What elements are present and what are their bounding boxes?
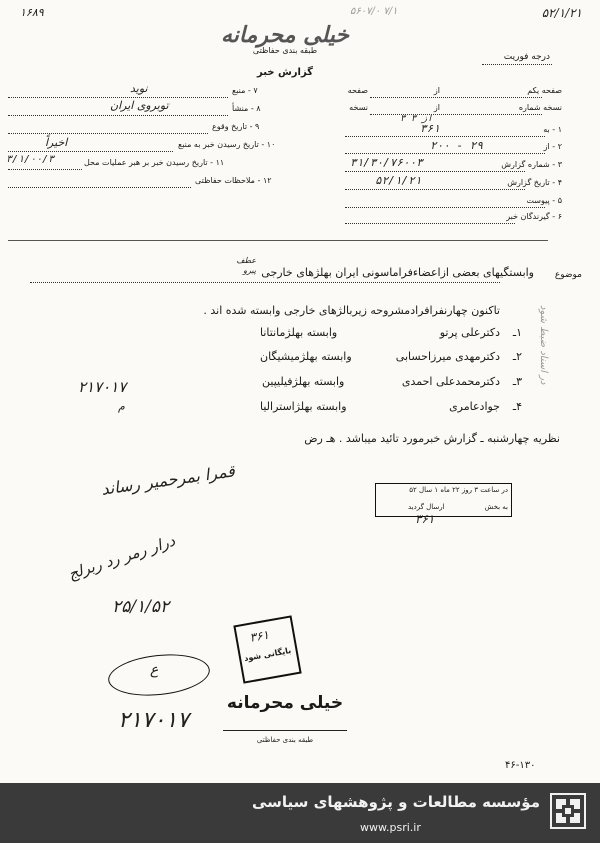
footer-classification-rule bbox=[223, 730, 347, 731]
priority-label: درجه فوریت bbox=[503, 52, 550, 62]
receipt-line3: ارسال گردید bbox=[408, 503, 445, 511]
body-item-name: دکترمهدی میرزاحسابی bbox=[395, 350, 500, 363]
vertical-note: در اسناد ضبط شود bbox=[538, 305, 549, 385]
date-note: ۲۵/۱/۵۲ bbox=[112, 597, 170, 617]
top-left-number: ۱۶۸۹ bbox=[20, 6, 44, 19]
field-report-number-value: ۳۱/۳۰/۷۶۰۰۳ bbox=[350, 156, 423, 169]
field-page-tail: صفحه bbox=[347, 86, 368, 95]
body-item-number: ۴ـ bbox=[512, 400, 522, 413]
watermark-band bbox=[0, 783, 600, 843]
margin-sub-mark: م bbox=[118, 400, 125, 413]
field-copy-tail: نسخه bbox=[349, 103, 368, 112]
field-origin-label: ۸ - منشأ bbox=[232, 104, 261, 113]
receipt-number: ۳۶۱ bbox=[415, 512, 435, 526]
field-report-date-value: ۵۲/۱/۲۱ bbox=[375, 174, 422, 187]
body-item-name: دکترمحمدعلی احمدی bbox=[401, 375, 500, 388]
priority-rule bbox=[482, 64, 552, 65]
field-arrival-ops-value: ۳/۱/۰۰/۳ bbox=[6, 154, 55, 165]
footer-classification-subtitle: طبقه بندی حفاظتی bbox=[256, 736, 314, 744]
subject-text: وابستگیهای بعضی ازاعضاءفراماسونی ایران بهلژهای خارجی bbox=[261, 266, 534, 279]
receipt-line2: به بخش bbox=[484, 503, 508, 511]
field-security-notes-label: ۱۲ - ملاحظات حفاظتی bbox=[195, 176, 272, 185]
field-origin-value: توبروی ایران bbox=[110, 99, 169, 112]
body-item-affiliation: وابسته بهلژمانتانا bbox=[260, 326, 338, 339]
field-copy-mid: از bbox=[433, 103, 440, 112]
body-item-number: ۱ـ bbox=[512, 326, 522, 339]
field-copy-value: ۳ از ۳ bbox=[400, 114, 433, 124]
receipt-stamp bbox=[375, 483, 512, 517]
subject-note: عطف پیرو bbox=[236, 256, 256, 275]
field-report-number-label: ۳ - شماره گزارش bbox=[501, 160, 562, 169]
subject-label: موضوع bbox=[554, 270, 582, 280]
report-type: گزارش خبر bbox=[256, 67, 313, 78]
body-item-name: دکترعلی پرتو bbox=[439, 326, 500, 339]
separator-line bbox=[8, 240, 548, 241]
body-item-affiliation: وابسته بهلژاسترالیا bbox=[260, 400, 347, 413]
field-source-label: ۷ - منبع bbox=[232, 86, 258, 95]
watermark-org-name: مؤسسه مطالعات و پژوهشهای سیاسی bbox=[251, 793, 540, 811]
body-item-name: جوادعامری bbox=[449, 400, 500, 413]
field-from-value: ۲۰۰ - ۲۹ bbox=[430, 139, 483, 152]
body-item-number: ۳ـ bbox=[512, 375, 522, 388]
margin-number: ۲۱۷۰۱۷ bbox=[78, 378, 127, 396]
classification-subtitle: طبقه بندی حفاظتی bbox=[252, 46, 318, 55]
bottom-number: ۲۱۷۰۱۷ bbox=[118, 708, 189, 733]
receipt-line1: در ساعت ۳ روز ۲۲ ماه ۱ سال ۵۲ bbox=[409, 486, 508, 494]
oval-initial: ع bbox=[150, 662, 159, 678]
field-source-value: نوید bbox=[130, 82, 148, 95]
page-code: ۴۶-۱۳۰ bbox=[505, 760, 536, 771]
footer-classification: خیلی محرمانه bbox=[226, 693, 344, 713]
watermark-url: www.psri.ir bbox=[360, 821, 421, 834]
field-report-date-label: ۴ - تاریخ گزارش bbox=[507, 178, 562, 187]
institute-logo-icon bbox=[550, 793, 586, 829]
field-arrival-ops-label: ۱۱ - تاریخ رسیدن خبر بر هبر عملیات محل bbox=[84, 158, 225, 167]
classification-handwritten: خیلی محرمانه bbox=[220, 22, 350, 48]
top-right-note: ۵۲/۱/۲۱ bbox=[541, 6, 582, 20]
body-item-affiliation: وابسته بهلژفیلیپین bbox=[262, 375, 345, 388]
body-closing: نظریه چهارشنبه ـ گزارش خبرمورد تائید میباشد . هـ رض bbox=[304, 432, 560, 445]
field-event-date-label: ۹ - تاریخ وقوع bbox=[212, 122, 260, 131]
field-attachment-label: ۵ - پیوست bbox=[526, 196, 562, 205]
field-page-mid: از bbox=[433, 86, 440, 95]
field-copy-label: نسخه شماره bbox=[518, 103, 562, 112]
field-to-label: ۱ - به bbox=[543, 125, 562, 134]
diagonal-note: قمرا بمرحمیر رساند bbox=[100, 461, 236, 499]
field-arrival-source-value: اخیراً bbox=[45, 136, 68, 149]
pale-scribble: ۵۶۰۷/۰ ۷/۱ bbox=[350, 6, 398, 17]
body-item-number: ۲ـ bbox=[512, 350, 522, 363]
oval-mark bbox=[106, 650, 212, 700]
field-recipients-label: ۶ - گیرندگان خبر bbox=[506, 212, 562, 221]
field-page-label: صفحه یکم bbox=[527, 86, 562, 95]
archive-stamp-number: ۳۶۱ bbox=[248, 627, 270, 645]
archive-stamp-text: بایگانی شود bbox=[243, 645, 292, 664]
lower-note: درار رمر رد ربرلج bbox=[66, 531, 178, 584]
field-arrival-source-label: ۱۰ - تاریخ رسیدن خبر به منبع bbox=[178, 140, 276, 149]
body-item-affiliation: وابسته بهلژمیشیگان bbox=[260, 350, 352, 363]
field-to-value: ۳۶۱ bbox=[420, 122, 440, 135]
archive-stamp bbox=[233, 615, 301, 683]
field-from-label: ۲ - از bbox=[543, 142, 562, 151]
body-intro: تاکنون چهارنفرافرادمشروحه زیربالژهای خارجی وابسته شده اند . bbox=[203, 304, 500, 317]
